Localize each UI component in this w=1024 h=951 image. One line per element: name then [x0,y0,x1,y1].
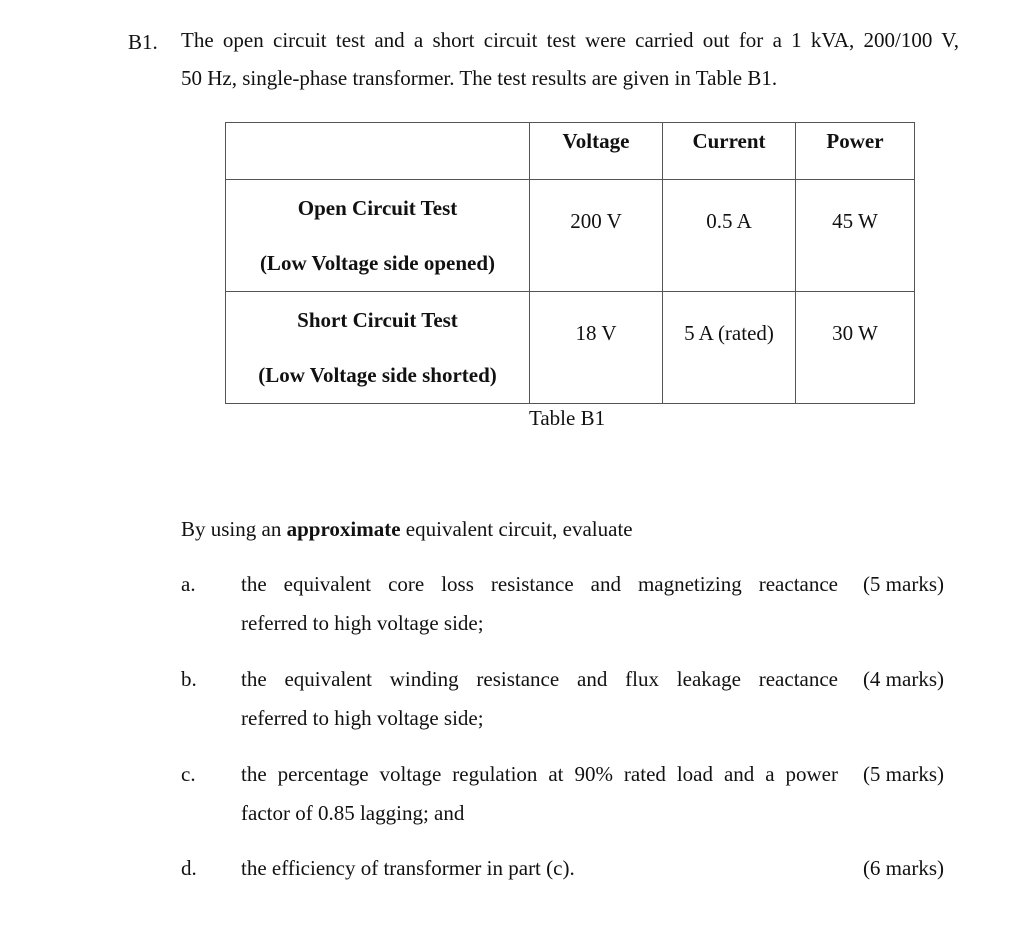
part-label: b. [181,667,197,691]
table-caption: Table B1 [529,406,606,430]
test-name-cell [226,292,530,404]
test-name: Short Circuit Test [297,307,458,332]
part-marks: (6 marks) [862,856,944,880]
header-empty [226,123,530,180]
power-value: 45 W [796,180,915,292]
part-text-line-2: referred to high voltage side; [241,611,484,635]
test-name-cell [226,180,530,292]
instruction-text [181,517,633,542]
voltage-value: 200 V [530,180,663,292]
table-row-open-circuit [226,180,915,292]
power-value: 30 W [796,292,915,404]
question-line-1: The open circuit test and a short circuit test were carried out for a 1 kVA, 200/100 V, [181,28,959,52]
part-text-line-1: the efficiency of transformer in part (c). [241,856,575,880]
current-value: 5 A (rated) [663,292,796,404]
part-text-line-1: the percentage voltage regulation at 90% rated load and a power [241,762,838,786]
test-note: (Low Voltage side opened) [259,250,496,275]
question-number: B1. [128,30,158,54]
table-header-row [226,123,915,180]
part-marks: (4 marks) [862,667,944,691]
results-table [225,122,915,404]
part-text-line-2: factor of 0.85 lagging; and [241,801,465,825]
header-current: Current [663,123,796,180]
part-label: c. [181,762,196,786]
question-line-2: 50 Hz, single-phase transformer. The test results are given in Table B1. [181,66,778,90]
test-name: Open Circuit Test [297,195,458,220]
part-text-line-2: referred to high voltage side; [241,706,484,730]
voltage-value: 18 V [530,292,663,404]
header-power: Power [796,123,915,180]
part-label: d. [181,856,197,880]
table-row-short-circuit [226,292,915,404]
part-text-line-1: the equivalent core loss resistance and magnetizing reactance [241,572,838,596]
current-value: 0.5 A [663,180,796,292]
instruction-emphasis: approximate [286,517,401,541]
test-note: (Low Voltage side shorted) [258,362,497,387]
part-text-line-1: the equivalent winding resistance and flux leakage reactance [241,667,838,691]
part-label: a. [181,572,196,596]
instruction-after: equivalent circuit, evaluate [400,517,633,541]
part-marks: (5 marks) [862,572,944,596]
header-voltage: Voltage [530,123,663,180]
part-marks: (5 marks) [862,762,944,786]
instruction-before: By using an [181,517,287,541]
